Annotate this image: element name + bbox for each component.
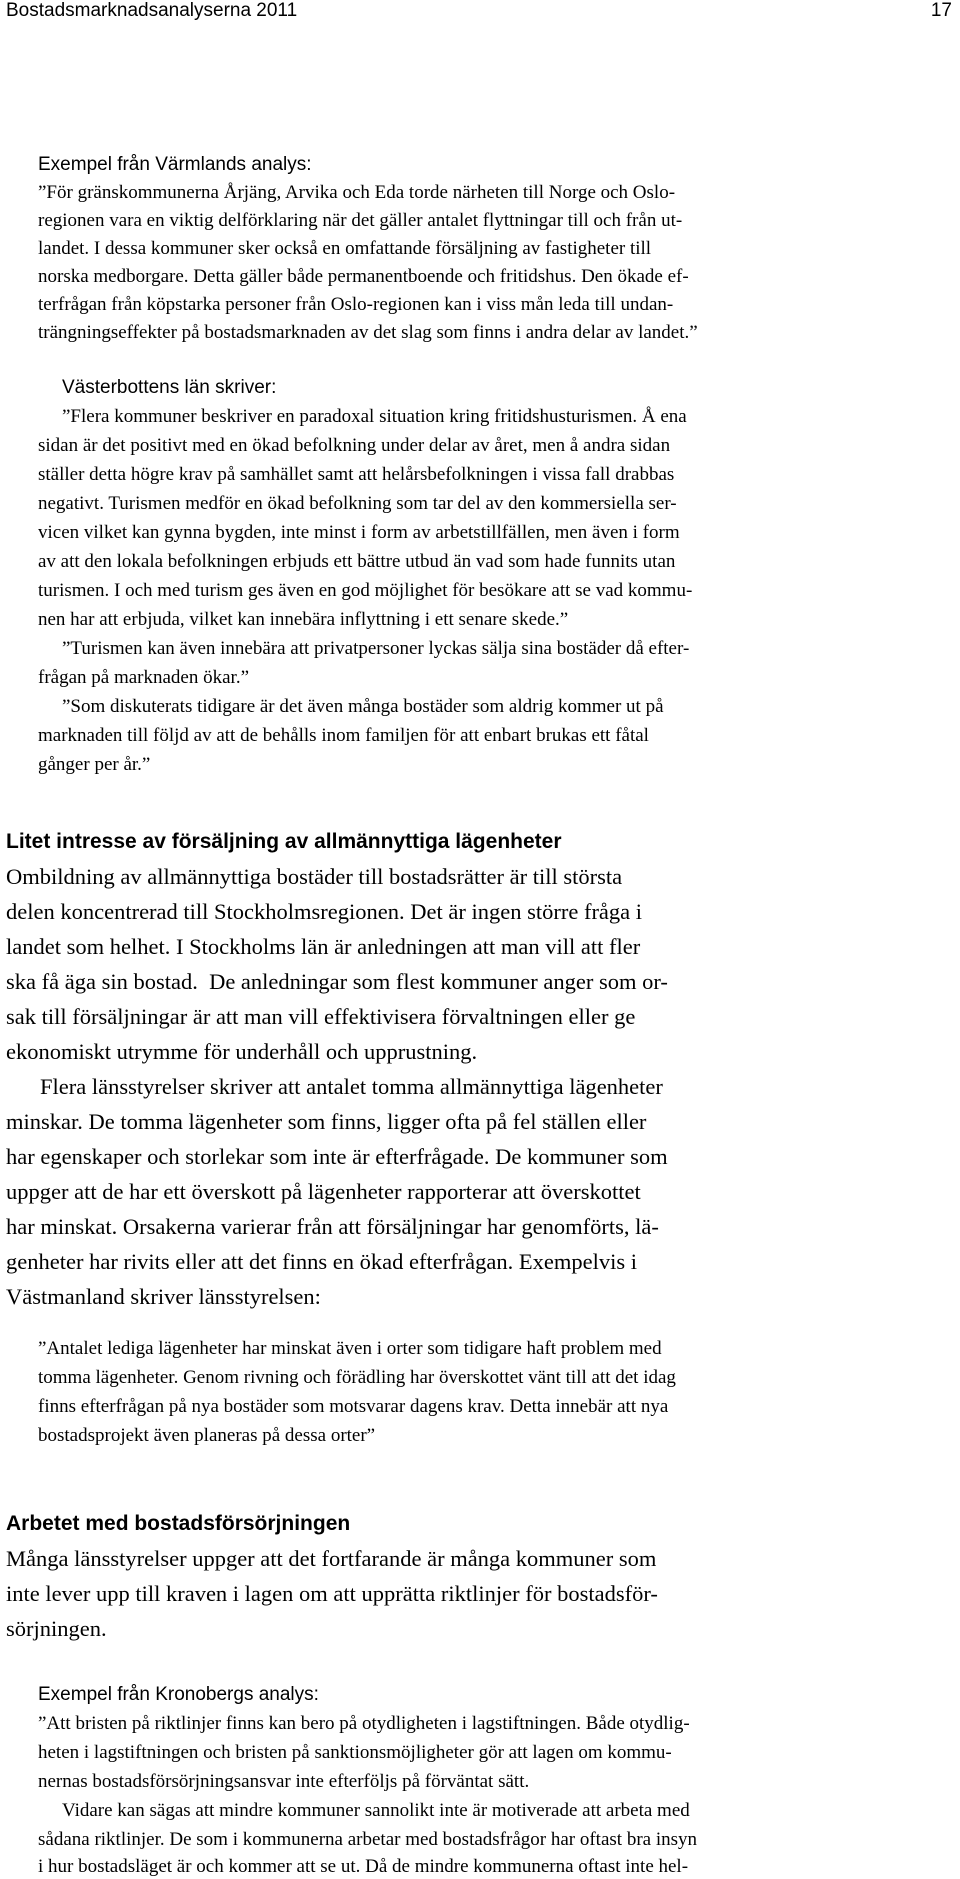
varmland-line: trängningseffekter på bostadsmarknaden av det slag som finns i andra delar av landet.” bbox=[38, 322, 698, 343]
page-header bbox=[0, 0, 960, 26]
quote-line: bostadsprojekt även planeras på dessa orter” bbox=[38, 1425, 376, 1446]
varmland-line: ”För gränskommunerna Årjäng, Arvika och Eda torde närheten till Norge och Oslo- bbox=[38, 182, 676, 203]
varmland-line: norska medborgare. Detta gäller både permanentboende och fritidshus. Den ökade ef- bbox=[38, 266, 689, 287]
vasterbotten-line: nen har att erbjuda, vilket kan innebära inflyttning i ett senare skede.” bbox=[38, 609, 569, 630]
vasterbotten-line: turismen. I och med turism ges även en god möjlighet för besökare att se vad kommu- bbox=[38, 580, 693, 601]
quote-line: finns efterfrågan på nya bostäder som motsvarar dagens krav. Detta innebär att nya bbox=[38, 1396, 669, 1417]
vasterbotten-line: ”Flera kommuner beskriver en paradoxal situation kring fritidshusturismen. Å ena bbox=[62, 406, 687, 427]
varmland-line: landet. I dessa kommuner sker också en omfattande försäljning av fastigheter till bbox=[38, 238, 652, 259]
section-heading: Arbetet med bostadsförsörjningen bbox=[6, 1512, 351, 1535]
body-line: delen koncentrerad till Stockholmsregionen. Det är ingen större fråga i bbox=[6, 899, 643, 924]
body-line: ska få äga sin bostad. De anledningar som flest kommuner anger som or- bbox=[6, 969, 668, 994]
vasterbotten-line: negativt. Turismen medför en ökad befolkning som tar del av den kommersiella ser- bbox=[38, 493, 677, 514]
varmland-intro: Exempel från Värmlands analys: bbox=[38, 154, 312, 175]
vasterbotten-line: gånger per år.” bbox=[38, 754, 151, 775]
body-line: inte lever upp till kraven i lagen om att upprätta riktlinjer för bostadsför- bbox=[6, 1581, 658, 1606]
varmland-line: terfrågan från köpstarka personer från Oslo-regionen kan i viss mån leda till undan- bbox=[38, 294, 674, 315]
body-line: uppger att de har ett överskott på lägenheter rapporterar att överskottet bbox=[6, 1179, 641, 1204]
running-title: Bostadsmarknadsanalyserna 2011 bbox=[6, 0, 298, 21]
kronoberg-line: nernas bostadsförsörjningsansvar inte efterföljs på förväntat sätt. bbox=[38, 1771, 530, 1792]
quote-line: tomma lägenheter. Genom rivning och förädling har överskottet vänt till att det idag bbox=[38, 1367, 676, 1388]
varmland-line: regionen vara en viktig delförklaring när det gäller antalet flyttningar till och från ut- bbox=[38, 210, 683, 231]
vasterbotten-line: ”Turismen kan även innebära att privatpersoner lyckas sälja sina bostäder då efter- bbox=[62, 638, 690, 659]
kronoberg-line: sådana riktlinjer. De som i kommunerna arbetar med bostadsfrågor har oftast bra insyn bbox=[38, 1829, 697, 1850]
body-line: Många länsstyrelser uppger att det fortfarande är många kommuner som bbox=[6, 1546, 657, 1571]
quote-line: ”Antalet lediga lägenheter har minskat även i orter som tidigare haft problem med bbox=[38, 1338, 662, 1359]
vasterbotten-line: marknaden till följd av att de behålls inom familjen för att enbart brukas ett fåtal bbox=[38, 725, 649, 746]
vasterbotten-line: vicen vilket kan gynna bygden, inte minst i form av arbetstillfällen, men även i form bbox=[38, 522, 680, 543]
kronoberg-line: heten i lagstiftningen och bristen på sanktionsmöjligheter gör att lagen om kommu- bbox=[38, 1742, 672, 1763]
body-line: genheter har rivits eller att det finns en ökad efterfrågan. Exempelvis i bbox=[6, 1249, 637, 1274]
body-line: Ombildning av allmännyttiga bostäder till bostadsrätter är till största bbox=[6, 864, 623, 889]
page-number: 17 bbox=[930, 0, 952, 21]
body-line: sak till försäljningar är att man vill effektivisera förvaltningen eller ge bbox=[6, 1004, 636, 1029]
vasterbotten-line: ”Som diskuterats tidigare är det även många bostäder som aldrig kommer ut på bbox=[62, 696, 664, 717]
vasterbotten-line: av att den lokala befolkningen erbjuds ett bättre utbud än vad som hade funnits utan bbox=[38, 551, 676, 572]
body-line: Västmanland skriver länsstyrelsen: bbox=[6, 1284, 321, 1309]
body-line: sörjningen. bbox=[6, 1616, 107, 1641]
body-line: Flera länsstyrelser skriver att antalet tomma allmännyttiga lägenheter bbox=[40, 1074, 663, 1099]
kronoberg-line: i hur bostadsläget är och kommer att se ut. Då de mindre kommunerna oftast inte hel- bbox=[38, 1856, 689, 1877]
kronoberg-line: Vidare kan sägas att mindre kommuner sannolikt inte är motiverade att arbeta med bbox=[62, 1800, 690, 1821]
vasterbotten-line: sidan är det positivt med en ökad befolkning under delar av året, men å andra sidan bbox=[38, 435, 671, 456]
body-line: minskar. De tomma lägenheter som finns, ligger ofta på fel ställen eller bbox=[6, 1109, 647, 1134]
kronoberg-line: ”Att bristen på riktlinjer finns kan bero på otydligheten i lagstiftningen. Både otydlig- bbox=[38, 1713, 690, 1734]
vasterbotten-line: frågan på marknaden ökar.” bbox=[38, 667, 250, 688]
section-heading: Litet intresse av försäljning av allmännyttiga lägenheter bbox=[6, 830, 562, 853]
body-line: landet som helhet. I Stockholms län är anledningen att man vill att fler bbox=[6, 934, 641, 959]
kronoberg-intro: Exempel från Kronobergs analys: bbox=[38, 1684, 319, 1705]
vasterbotten-intro: Västerbottens län skriver: bbox=[62, 377, 277, 398]
body-line: har minskat. Orsakerna varierar från att försäljningar har genomförts, lä- bbox=[6, 1214, 659, 1239]
vasterbotten-line: ställer detta högre krav på samhället samt att helårsbefolkningen i vissa fall drabbas bbox=[38, 464, 675, 485]
body-line: har egenskaper och storlekar som inte är efterfrågade. De kommuner som bbox=[6, 1144, 668, 1169]
body-line: ekonomiskt utrymme för underhåll och upprustning. bbox=[6, 1039, 478, 1064]
